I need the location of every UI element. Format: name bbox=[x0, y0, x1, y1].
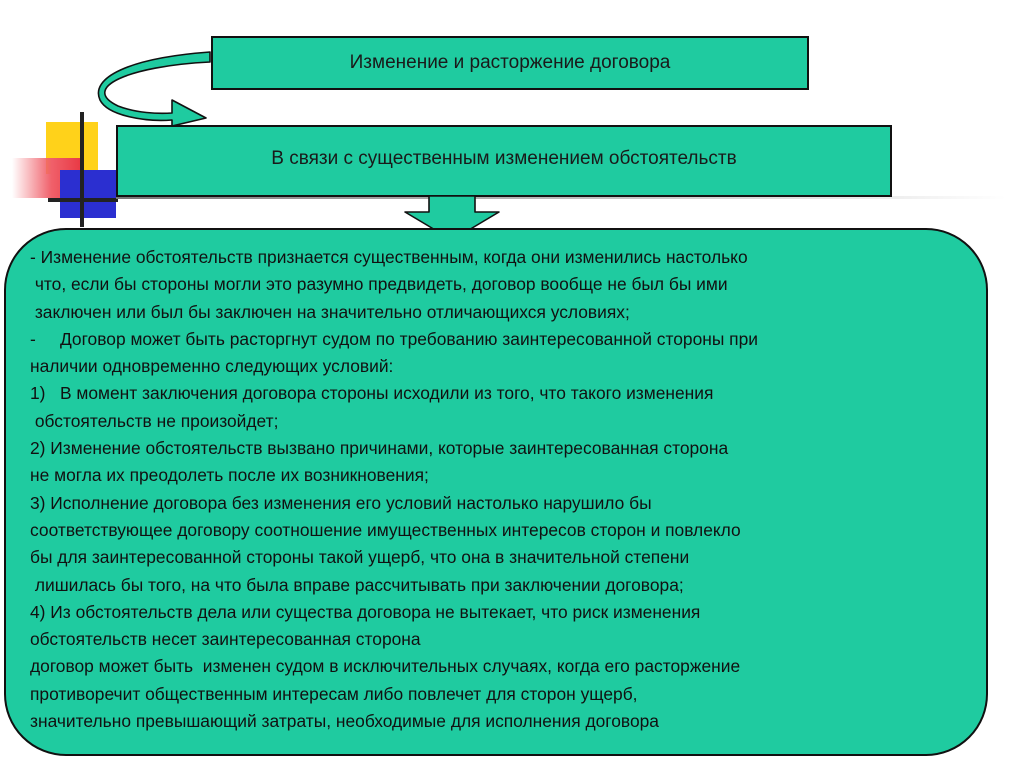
content-line: лишилась бы того, на что была вправе рассчитывать при заключении договора; bbox=[30, 574, 684, 595]
decor-vertical-line bbox=[80, 112, 84, 227]
content-line: обстоятельств несет заинтересованная сторона bbox=[30, 629, 421, 650]
decor-blue-square bbox=[60, 170, 116, 218]
decor-horizontal-line bbox=[48, 198, 118, 202]
content-text bbox=[30, 244, 998, 735]
content-line: - Изменение обстоятельств признается существенным, когда они изменились настолько bbox=[30, 247, 748, 267]
content-line: бы для заинтересованной стороны такой ущерб, что она в значительной степени bbox=[30, 547, 690, 568]
content-line: противоречит общественным интересам либо повлечет для сторон ущерб, bbox=[30, 683, 638, 704]
content-line: 3) Исполнение договора без изменения его условий настолько нарушило бы bbox=[30, 492, 652, 513]
content-line: наличии одновременно следующих условий: bbox=[30, 356, 394, 377]
content-line: что, если бы стороны могли это разумно предвидеть, договор вообще не был бы ими bbox=[30, 274, 728, 295]
content-line: 1) В момент заключения договора стороны исходили из того, что такого изменения bbox=[30, 383, 714, 404]
subtitle-box bbox=[116, 125, 892, 197]
content-line: соответствующее договору соотношение имущественных интересов сторон и повлекло bbox=[30, 519, 741, 540]
content-line: 2) Изменение обстоятельств вызвано причинами, которые заинтересованная сторона bbox=[30, 438, 729, 459]
subtitle-text: В связи с существенным изменением обстоятельств bbox=[271, 148, 737, 169]
content-line: не могла их преодолеть после их возникновения; bbox=[30, 465, 429, 486]
title-box bbox=[211, 36, 809, 90]
title-text: Изменение и расторжение договора bbox=[349, 52, 671, 73]
content-line: договор может быть изменен судом в исключительных случаях, когда его расторжение bbox=[30, 656, 741, 677]
content-line: 4) Из обстоятельств дела или существа договора не вытекает, что риск изменения bbox=[30, 601, 701, 622]
content-line: заключен или был бы заключен на значительно отличающихся условиях; bbox=[30, 301, 630, 322]
content-line: значительно превышающий затраты, необходимые для исполнения договора bbox=[30, 711, 659, 732]
content-line: обстоятельств не произойдет; bbox=[30, 410, 279, 431]
content-line: - Договор может быть расторгнут судом по требованию заинтересованной стороны при bbox=[30, 328, 758, 349]
curved-arrow-icon bbox=[88, 50, 214, 126]
